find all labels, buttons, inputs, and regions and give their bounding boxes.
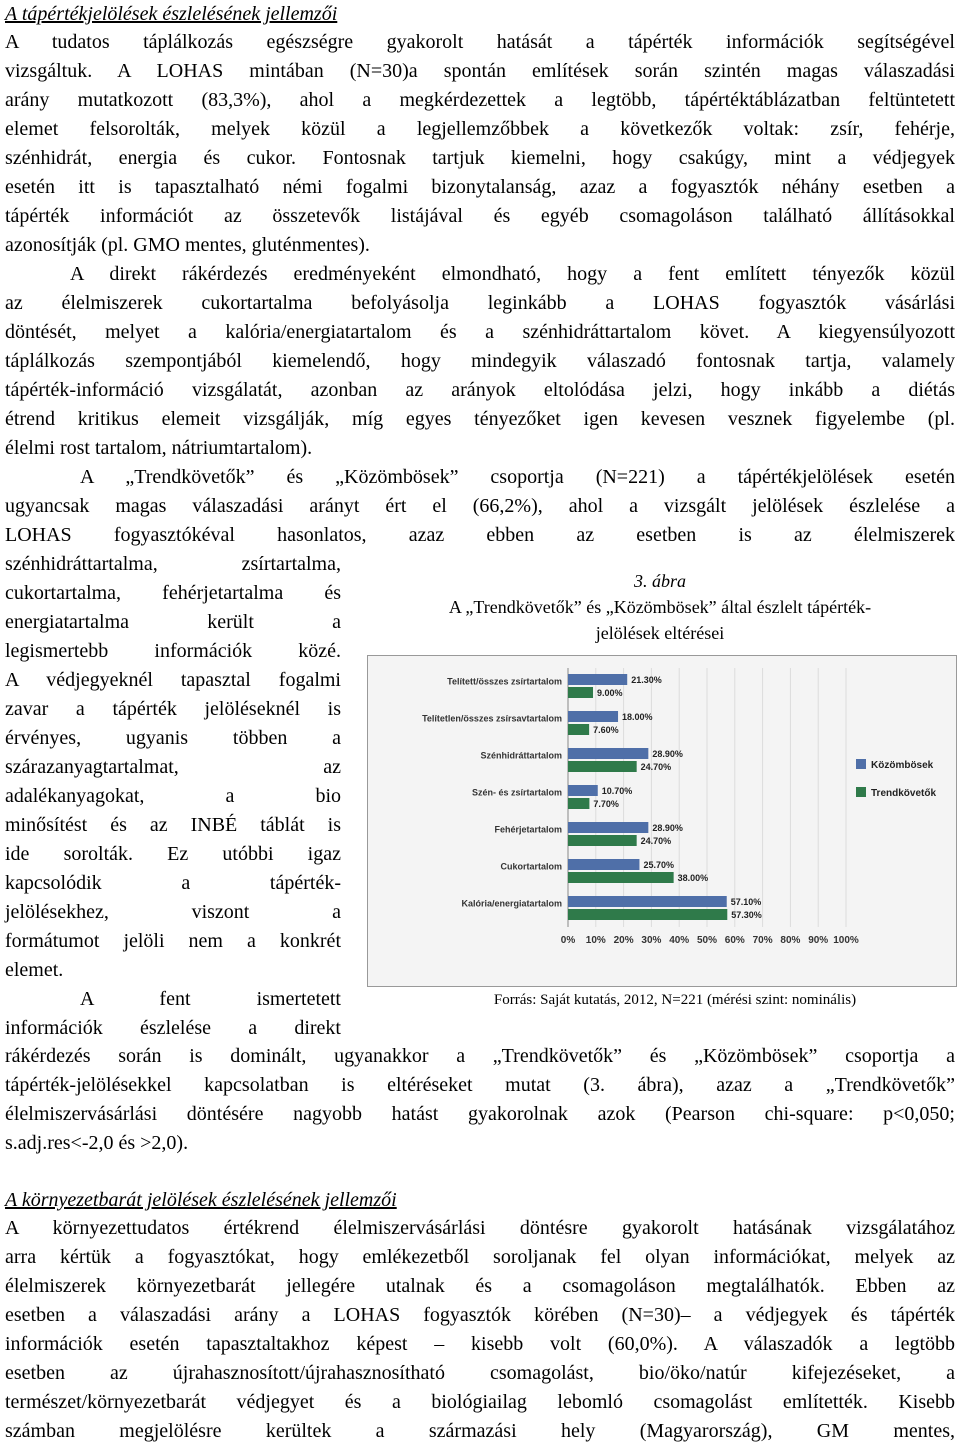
body-line-narrow: zavar a tápérték jelöléseknél is <box>5 698 341 720</box>
bar-kozombosek <box>568 674 627 685</box>
figure-title-line2: jelölések eltérései <box>595 623 725 643</box>
body-line-narrow: adalékanyagokat, a bio <box>5 785 341 807</box>
category-label: Kalória/energiatartalom <box>461 898 562 909</box>
body-line: természet/környezetbarát védjegyet és a biológiailag lebomló csomagolást említették. Kisebb <box>5 1391 955 1413</box>
body-line-narrow: kapcsolódik a tápérték- <box>5 872 341 894</box>
figure-title-line1: A „Trendkövetők” és „Közömbösek” által észlelt tápérték- <box>448 597 872 617</box>
body-line: információk esetén tapasztaltakhoz képest – kisebb volt (60,0%). A válaszadók a legtöbb <box>5 1333 955 1355</box>
data-label: 18.00% <box>622 712 653 722</box>
body-line: s.adj.res<-2,0 és >2,0). <box>5 1132 189 1154</box>
bar-chart <box>368 656 956 986</box>
body-line-narrow: A védjegyeknél tapasztal fogalmi <box>5 669 341 691</box>
body-line: arány mutatkozott (83,3%), ahol a megkérdezettek a legtöbb, tápértéktáblázatban feltüntetett <box>5 89 955 111</box>
chart-frame <box>367 655 957 987</box>
body-line: vizsgáltuk. A LOHAS mintában (N=30)a spontán említések során szintén magas válaszadási <box>5 60 955 82</box>
body-line: táplálkozás szempontjából kiemelendő, hogy mindegyik válaszadó fontosnak tartja, valamely <box>5 350 955 372</box>
section1-title: A tápértékjelölések észlelésének jellemzői <box>5 3 338 25</box>
x-tick-label: 100% <box>833 935 859 946</box>
body-line-narrow: jelölésekhez, viszont a <box>5 901 341 923</box>
figure-3 <box>360 565 960 1015</box>
data-label: 57.10% <box>730 897 762 907</box>
data-label: 24.70% <box>640 836 672 846</box>
body-line-narrow: szárazanyagtartalmat, az <box>5 756 341 778</box>
data-label: 7.60% <box>593 725 619 735</box>
body-line: arra kértük a fogyasztókat, hogy emlékezetből soroljanak fel olyan információkat, melyek az <box>5 1246 955 1268</box>
body-line-narrow: minősítést és az INBÉ táblát is <box>5 814 341 836</box>
bar-kozombosek <box>568 822 648 833</box>
legend-label: Közömbösek <box>871 760 934 771</box>
data-label: 38.00% <box>677 873 709 883</box>
body-line-narrow: formátumot jelöli nem a konkrét <box>5 930 341 952</box>
data-label: 28.90% <box>652 749 683 759</box>
body-line-narrow: érvényes, ugyanis többen a <box>5 727 341 749</box>
x-tick-label: 50% <box>696 935 718 946</box>
x-tick-label: 40% <box>669 935 690 946</box>
data-label: 7.70% <box>593 799 619 809</box>
x-tick-label: 30% <box>641 935 662 946</box>
bar-trendkovetok <box>568 798 589 809</box>
data-label: 25.70% <box>643 860 674 870</box>
bar-kozombosek <box>568 896 727 907</box>
body-line: étrend kritikus elemeit vizsgálják, míg egyes tényezőket igen kevesen vesznek figyelembe (pl. <box>5 408 955 430</box>
category-label: Telítetlen/összes zsírsavtartalom <box>422 713 562 724</box>
body-line: A direkt rákérdezés eredményeként elmondható, hogy a fent említett tényezők közül <box>70 263 955 285</box>
body-line-narrow: információk észlelése a direkt <box>5 1017 341 1039</box>
bar-trendkovetok <box>568 835 637 846</box>
body-line: döntését, melyet a kalória/energiatartalom és a szénhidráttartalom követ. A kiegyensúlyozott <box>5 321 955 343</box>
body-line: LOHAS fogyasztókéval hasonlatos, azaz ebben az esetben is az élelmiszerek <box>5 524 955 546</box>
x-tick-label: 0% <box>560 935 576 946</box>
body-line-narrow: legismertebb információk közé. <box>5 640 341 662</box>
x-tick-label: 90% <box>808 935 829 946</box>
x-tick-label: 10% <box>585 935 606 946</box>
data-label: 28.90% <box>652 823 683 833</box>
body-line: szénhidrát, energia és cukor. Fontosnak tartjuk kiemelni, hogy csakúgy, mint a védjegyek <box>5 147 955 169</box>
x-tick-label: 70% <box>752 935 773 946</box>
bar-trendkovetok <box>568 872 674 883</box>
body-line-narrow: cukortartalma, fehérjetartalma és <box>5 582 341 604</box>
data-label: 24.70% <box>640 762 672 772</box>
body-line: tápérték információt az összetevők listájával és egyéb csomagoláson található állításokkal <box>5 205 955 227</box>
bar-trendkovetok <box>568 909 727 920</box>
body-line-narrow: szénhidráttartalma, zsírtartalma, <box>5 553 341 575</box>
body-line: elemet felsorolták, melyek közül a legjellemzőbbek a következők voltak: zsír, fehérje, <box>5 118 955 140</box>
bar-trendkovetok <box>568 761 637 772</box>
body-line: esetben a válaszadási arány a LOHAS fogyasztók körében (N=30)– a védjegyek és tápérték <box>5 1304 955 1326</box>
data-label: 10.70% <box>601 786 633 796</box>
body-line: A „Trendkövetők” és „Közömbösek” csoportja (N=221) a tápértékjelölések esetén <box>80 466 955 488</box>
bar-kozombosek <box>568 711 618 722</box>
body-line: élelmiszerek környezetbarát jellegére utalnak és a csomagoláson megtalálhatók. Ebben az <box>5 1275 955 1297</box>
body-line: esetben az újrahasznosított/újrahasznosítható csomagolást, bio/öko/natúr kifejezéseket, a <box>5 1362 955 1384</box>
x-tick-label: 20% <box>613 935 634 946</box>
category-label: Szénhidráttartalom <box>480 750 562 761</box>
legend-swatch <box>856 787 866 797</box>
body-line: tápérték-jelölésekkel kapcsolatban is eltéréseket mutat (3. ábra), azaz a „Trendkövetők” <box>5 1074 955 1096</box>
bar-kozombosek <box>568 785 598 796</box>
body-line: élelmi rost tartalom, nátriumtartalom). <box>5 437 313 459</box>
body-line: esetén itt is tapasztalható némi fogalmi bizonytalanság, azaz a fogyasztók néhány esetben a <box>5 176 955 198</box>
legend-swatch <box>856 759 866 769</box>
body-line: A tudatos táplálkozás egészségre gyakorolt hatását a tápérték információk segítségével <box>5 31 955 53</box>
bar-kozombosek <box>568 859 639 870</box>
body-line: rákérdezés során is dominált, ugyanakkor a „Trendkövetők” és „Közömbösek” csoportja a <box>5 1045 955 1067</box>
data-label: 57.30% <box>731 910 762 920</box>
body-line: élelmiszervásárlási döntésére nagyobb hatást gyakorolnak azok (Pearson chi-square: p<0,050; <box>5 1103 955 1125</box>
data-label: 9.00% <box>597 688 623 698</box>
body-line: számban megjelölésre kerültek a származási hely (Magyarország), GM mentes, <box>5 1420 955 1442</box>
bar-kozombosek <box>568 748 648 759</box>
figure-source: Forrás: Saját kutatás, 2012, N=221 (mérési szint: nominális) <box>493 992 857 1008</box>
body-line: tápérték-információ vizsgálatát, azonban az arányok eltolódása jelzi, hogy inkább a diétás <box>5 379 955 401</box>
body-line: azonosítják (pl. GMO mentes, gluténmentes). <box>5 234 370 256</box>
body-line-narrow: elemet. <box>5 959 64 981</box>
body-line-narrow: A fent ismertetett <box>80 988 341 1010</box>
x-tick-label: 60% <box>724 935 745 946</box>
body-line-narrow: energiatartalma került a <box>5 611 341 633</box>
body-line-narrow: ide sorolták. Ez utóbbi igaz <box>5 843 341 865</box>
category-label: Fehérjetartalom <box>494 824 562 835</box>
x-tick-label: 80% <box>780 935 801 946</box>
body-line: A környezettudatos értékrend élelmiszervásárlási döntésre gyakorolt hatásának vizsgálatához <box>5 1217 955 1239</box>
category-label: Cukortartalom <box>500 861 562 872</box>
category-label: Szén- és zsírtartalom <box>471 787 562 798</box>
figure-number: 3. ábra <box>633 571 686 591</box>
category-label: Telített/összes zsírtartalom <box>447 676 562 687</box>
bar-trendkovetok <box>568 724 589 735</box>
legend-label: Trendkövetők <box>871 788 937 799</box>
body-line: az élelmiszerek cukortartalma befolyásolja leginkább a LOHAS fogyasztók vásárlási <box>5 292 955 314</box>
bar-trendkovetok <box>568 687 593 698</box>
data-label: 21.30% <box>631 675 662 685</box>
body-line: ugyancsak magas válaszadási arányt ért el (66,2%), ahol a vizsgált jelölések észlelése a <box>5 495 955 517</box>
section2-title: A környezetbarát jelölések észlelésének jellemzői <box>5 1189 397 1211</box>
